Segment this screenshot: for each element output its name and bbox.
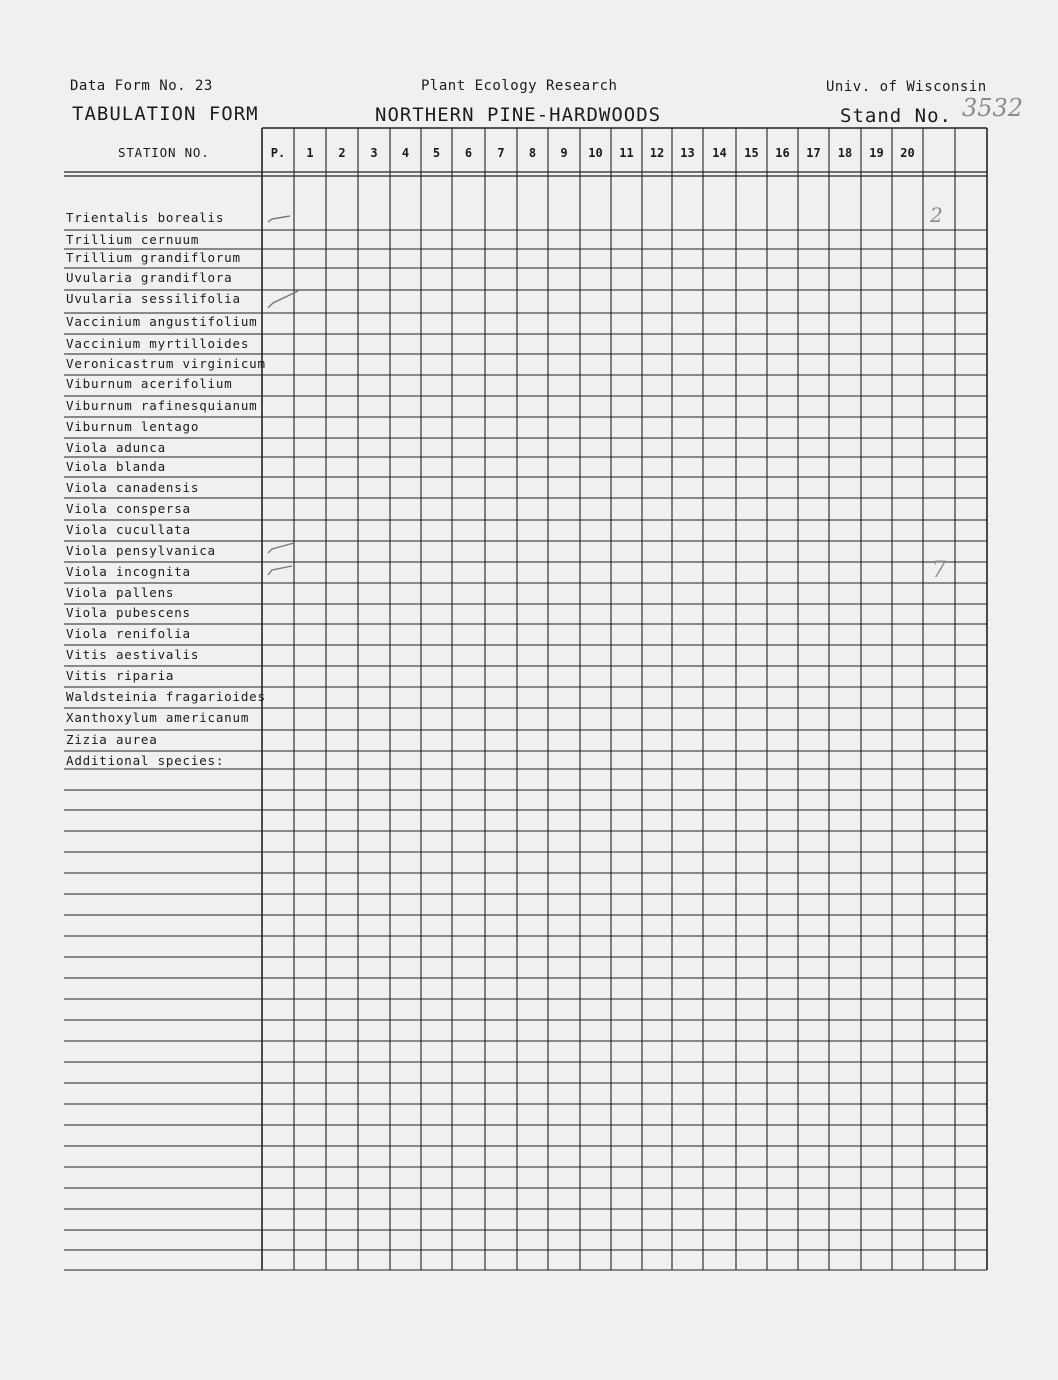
form-number: Data Form No. 23 <box>70 78 213 94</box>
species-row-label: Viola canadensis <box>66 480 200 495</box>
trientalis-tally: 2 <box>930 203 943 227</box>
column-header: 1 <box>306 146 314 160</box>
incognita-tally: 7 <box>932 558 946 583</box>
species-row-label: Viola cucullata <box>66 522 191 537</box>
column-header: 9 <box>560 146 568 160</box>
column-header: 18 <box>837 146 853 160</box>
species-row-label: Vaccinium myrtilloides <box>66 336 250 351</box>
stand-number-handwritten: 3532 <box>962 94 1024 122</box>
species-row-label: Viola renifolia <box>66 626 191 641</box>
station-number-label: STATION NO. <box>118 145 210 160</box>
species-row-label: Trillium cernuum <box>66 232 200 247</box>
species-row-label: Zizia aurea <box>66 732 158 747</box>
species-row-label: Viburnum lentago <box>66 419 200 434</box>
species-row-label: Viburnum acerifolium <box>66 376 233 391</box>
species-row-label: Trientalis borealis <box>66 210 225 225</box>
research-title: Plant Ecology Research <box>421 78 618 94</box>
column-header: P. <box>270 146 286 160</box>
university-name: Univ. of Wisconsin <box>826 79 987 95</box>
check-mark-icon <box>268 566 292 575</box>
column-header: 12 <box>649 146 665 160</box>
species-row-label: Trillium grandiflorum <box>66 250 241 265</box>
column-header: 14 <box>712 146 727 160</box>
species-row-label: Viburnum rafinesquianum <box>66 398 258 413</box>
column-header: 19 <box>869 146 884 160</box>
check-mark-icon <box>268 291 298 308</box>
community-title: NORTHERN PINE-HARDWOODS <box>375 104 662 126</box>
column-header: 7 <box>497 146 505 160</box>
species-row-label: Viola pallens <box>66 585 175 600</box>
species-row-label: Viola pensylvanica <box>66 543 216 558</box>
species-row-label: Veronicastrum virginicum <box>66 356 266 371</box>
column-header: 10 <box>588 146 603 160</box>
column-header: 17 <box>806 146 821 160</box>
stand-label: Stand No. <box>840 105 952 127</box>
species-row-label: Viola conspersa <box>66 501 191 516</box>
species-row-label: Xanthoxylum americanum <box>66 710 250 725</box>
column-header: 20 <box>900 146 915 160</box>
species-row-label: Viola adunca <box>66 440 166 455</box>
species-row-label: Viola blanda <box>66 459 166 474</box>
species-row-label: Uvularia sessilifolia <box>66 291 241 306</box>
column-header: 15 <box>744 146 759 160</box>
species-row-label: Viola incognita <box>66 564 191 579</box>
column-header: 4 <box>401 146 410 160</box>
column-header: 16 <box>775 146 790 160</box>
species-row-label: Waldsteinia fragarioides <box>66 689 266 704</box>
check-mark-icon <box>268 216 290 222</box>
species-row-label: Vitis riparia <box>66 668 175 683</box>
check-mark-icon <box>268 543 294 553</box>
column-header: 5 <box>432 146 441 160</box>
species-row-label: Vaccinium angustifolium <box>66 314 258 329</box>
column-header: 13 <box>680 146 695 160</box>
column-header: 2 <box>338 146 346 160</box>
form-title: TABULATION FORM <box>72 103 259 125</box>
species-row-label: Additional species: <box>66 753 225 768</box>
column-header: 3 <box>370 146 378 160</box>
species-row-label: Viola pubescens <box>66 605 191 620</box>
column-header: 6 <box>464 146 473 160</box>
column-header: 11 <box>619 146 634 160</box>
column-header: 8 <box>528 146 537 160</box>
species-row-label: Vitis aestivalis <box>66 647 200 662</box>
species-row-label: Uvularia grandiflora <box>66 270 233 285</box>
